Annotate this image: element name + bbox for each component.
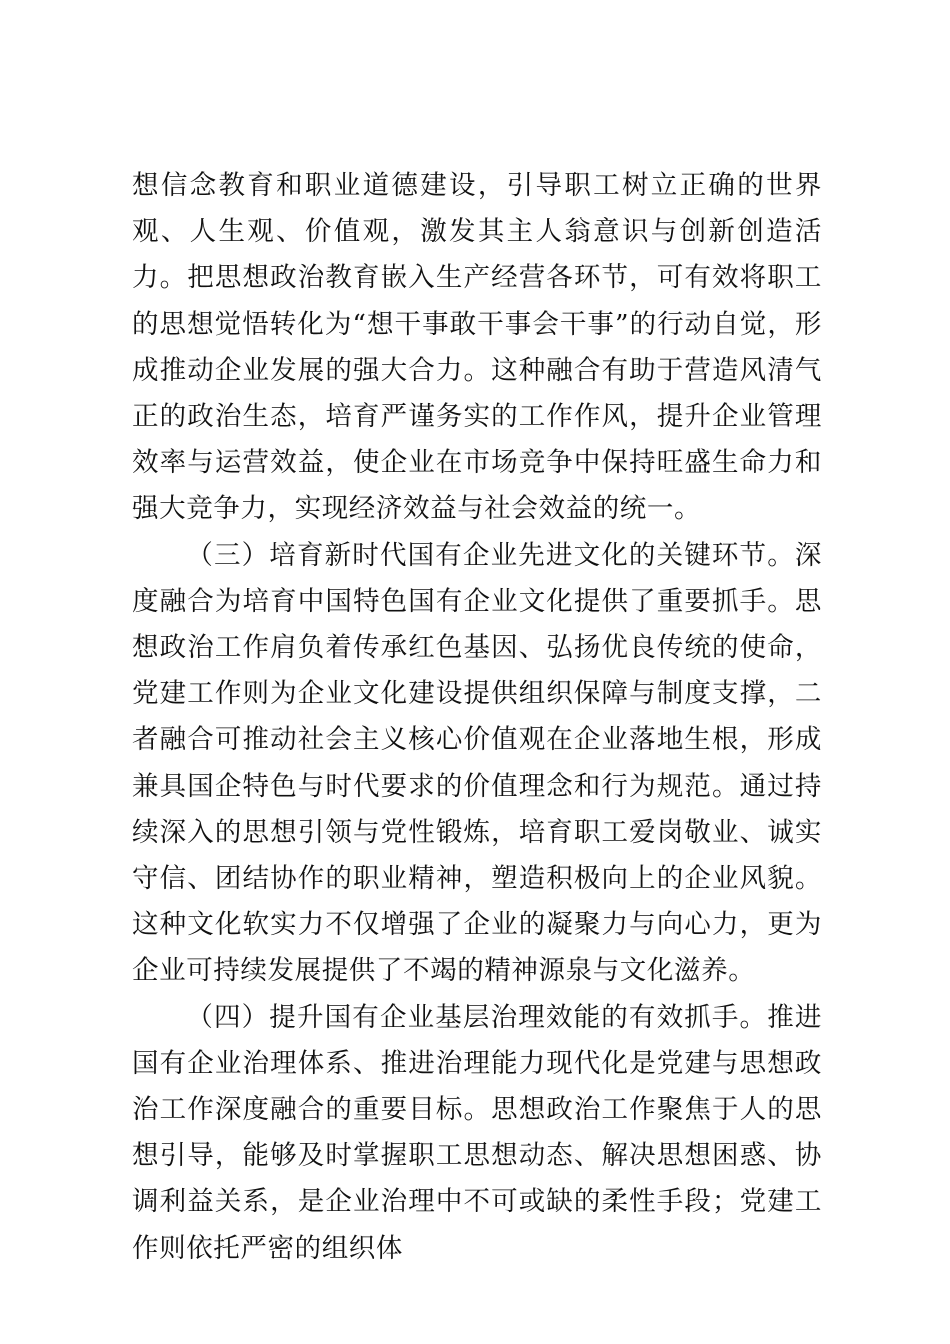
paragraph-section-4: （四）提升国有企业基层治理效能的有效抓手。推进国有企业治理体系、推进治理能力现代化是党建与思想政治工作深度融合的重要目标。思想政治工作聚焦于人的思想引导，能够及时掌握职工思想动态、解决思想困惑、协调利益关系，是企业治理中不可或缺的柔性手段；党建工作则依托严密的组织体 [132, 1001, 822, 1264]
paragraph-section-3: （三）培育新时代国有企业先进文化的关键环节。深度融合为培育中国特色国有企业文化提供了重要抓手。思想政治工作肩负着传承红色基因、弘扬优良传统的使命，党建工作则为企业文化建设提供组织保障与制度支撑，二者融合可推动社会主义核心价值观在企业落地生根，形成兼具国企特色与时代要求的价值理念和行为规范。通过持续深入的思想引领与党性锻炼，培育职工爱岗敬业、诚实守信、团结协作的职业精神，塑造积极向上的企业风貌。这种文化软实力不仅增强了企业的凝聚力与向心力，更为企业可持续发展提供了不竭的精神源泉与文化滋养。 [132, 539, 822, 987]
body-text [132, 163, 822, 1272]
paragraph-continuation: 想信念教育和职业道德建设，引导职工树立正确的世界观、人生观、价值观，激发其主人翁意识与创新创造活力。把思想政治教育嵌入生产经营各环节，可有效将职工的思想觉悟转化为“想干事敢干事会干事”的行动自觉，形成推动企业发展的强大合力。这种融合有助于营造风清气正的政治生态，培育严谨务实的工作作风，提升企业管理效率与运营效益，使企业在市场竞争中保持旺盛生命力和强大竞争力，实现经济效益与社会效益的统一。 [132, 170, 822, 525]
